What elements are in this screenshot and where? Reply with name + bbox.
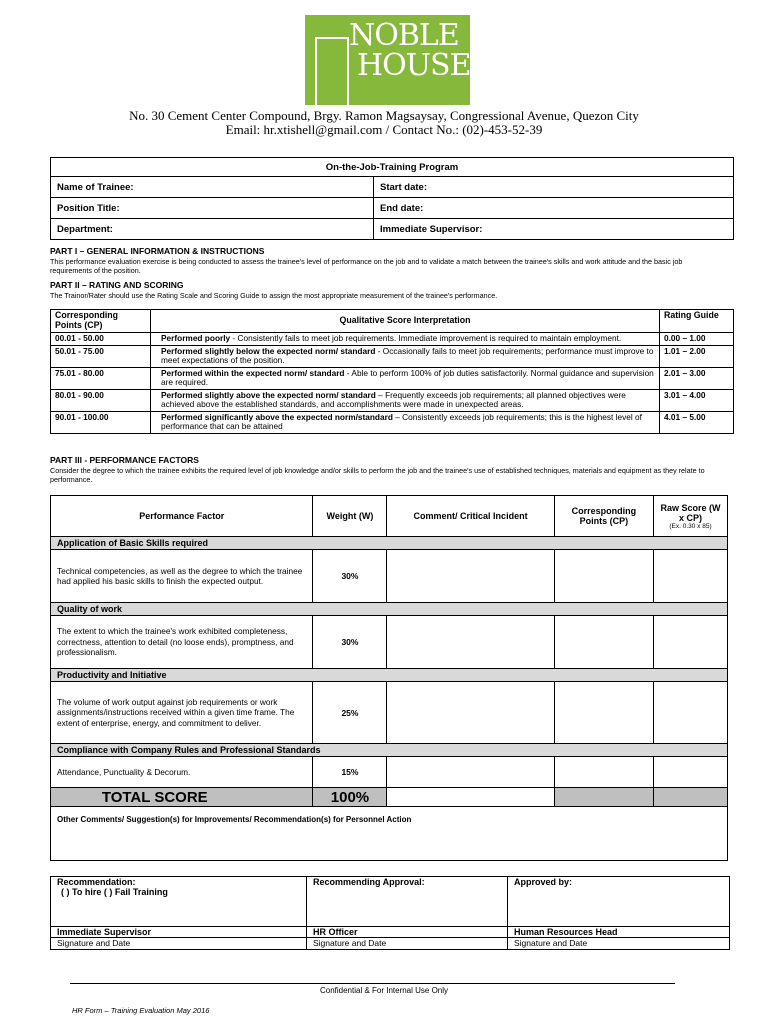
program-title: On-the-Job-Training Program (51, 158, 734, 177)
trainee-info-table (50, 157, 734, 240)
start-date-field[interactable]: Start date: (374, 177, 734, 198)
hr-head-label: Human Resources Head (508, 927, 730, 938)
rating-row (51, 389, 734, 411)
performance-factors-table (50, 495, 728, 861)
supervisor-signature-field[interactable]: Signature and Date (51, 938, 307, 950)
total-comment-cell (387, 788, 554, 807)
rating-guide: 3.01 – 4.00 (660, 389, 734, 411)
comment-cell[interactable] (387, 682, 554, 744)
total-raw-score-cell[interactable] (653, 788, 727, 807)
header-raw-score-note: (Ex. 0.30 x 85) (669, 522, 712, 530)
factor-weight: 15% (313, 757, 387, 788)
position-title-field[interactable]: Position Title: (51, 198, 374, 219)
recommendation-label: Recommendation: (57, 877, 136, 887)
factor-weight: 30% (313, 616, 387, 669)
rating-cp: 75.01 - 80.00 (51, 367, 151, 389)
end-date-field[interactable]: End date: (374, 198, 734, 219)
raw-score-cell[interactable] (653, 550, 727, 603)
header-weight: Weight (W) (313, 496, 387, 537)
rating-guide: 4.01 – 5.00 (660, 411, 734, 433)
part3-heading: PART III - PERFORMANCE FACTORS (50, 455, 199, 465)
raw-score-cell[interactable] (653, 682, 727, 744)
rating-row (51, 411, 734, 433)
approved-by-label: Approved by: (508, 877, 730, 927)
factor-description: Technical competencies, as well as the degree to which the trainee had applied his basic skills to finish the expected output. (51, 550, 313, 603)
total-weight: 100% (313, 788, 387, 807)
factor-category: Quality of work (51, 603, 728, 616)
part1-text: This performance evaluation exercise is being conducted to assess the trainee's level of performance on the job and to validate a match between the trainee's skills and work attitude and the basic job requirements of the position. (50, 257, 683, 275)
factor-description: The volume of work output against job requirements or work assignments/instructions received within a given time frame. The extent of enterprise, energy, and commitment to deliver. (51, 682, 313, 744)
rating-cp: 90.01 - 100.00 (51, 411, 151, 433)
rating-cp: 80.01 - 90.00 (51, 389, 151, 411)
part1-heading: PART I – GENERAL INFORMATION & INSTRUCTIONS (50, 246, 265, 256)
footer-divider (70, 983, 675, 984)
points-cell[interactable] (554, 757, 653, 788)
rating-scale-table (50, 309, 734, 434)
comment-cell[interactable] (387, 616, 554, 669)
company-address: No. 30 Cement Center Compound, Brgy. Ramon Magsaysay, Congressional Avenue, Quezon City (129, 108, 639, 123)
total-points-cell (554, 788, 653, 807)
rating-row (51, 333, 734, 346)
logo-text-line1: NOBLE (349, 18, 459, 53)
rating-header-guide: Rating Guide (660, 310, 734, 333)
other-comments-field[interactable]: Other Comments/ Suggestion(s) for Improvements/ Recommendation(s) for Personnel Action (51, 807, 728, 861)
confidential-note: Confidential & For Internal Use Only (319, 986, 449, 995)
factor-description: Attendance, Punctuality & Decorum. (51, 757, 313, 788)
rating-text: - Consistently fails to meet job requirements. Immediate improvement is required to maintain employment. (230, 333, 622, 343)
rating-header-cp: Corresponding Points (CP) (51, 310, 151, 333)
rating-row (51, 345, 734, 367)
rating-label: Performed slightly above the expected norm/ standard (161, 389, 376, 400)
immediate-supervisor-label: Immediate Supervisor (51, 927, 307, 938)
factor-description: The extent to which the trainee's work exhibited completeness, correctness, attention to detail (no loose ends), promptness, and professionalism. (51, 616, 313, 669)
company-logo (305, 15, 470, 105)
rating-label: Performed within the expected norm/ standard (161, 367, 345, 378)
rating-guide: 0.00 – 1.00 (660, 333, 734, 346)
rating-label: Performed poorly (161, 333, 231, 343)
trainee-name-field[interactable]: Name of Trainee: (51, 177, 374, 198)
factor-category: Application of Basic Skills required (51, 537, 728, 550)
approval-table (50, 876, 730, 950)
rating-row (51, 367, 734, 389)
rating-text: - Able to perform 100% of job duties satisfactorily. Normal guidance and supervision are required. (161, 367, 654, 387)
rating-cp: 50.01 - 75.00 (51, 345, 151, 367)
comment-cell[interactable] (387, 550, 554, 603)
rating-header-interpretation: Qualitative Score Interpretation (151, 310, 660, 333)
rating-text: - Occasionally fails to meet job requirements; performance must improve to meet expectations of the position. (161, 345, 654, 365)
part3-text: Consider the degree to which the trainee exhibits the required level of job knowledge and/or skills to perform the job and the trainee's use of established techniques, materials and equipment as they relate to performance. (50, 466, 705, 484)
rating-text: – Frequently exceeds job requirements; all planned objectives were achieved above the established standards, and accomplishments were made in unexpected areas. (161, 389, 626, 409)
rating-label: Performed significantly above the expected norm/standard (161, 411, 393, 422)
points-cell[interactable] (554, 616, 653, 669)
door-graphic (315, 37, 349, 107)
supervisor-field[interactable]: Immediate Supervisor: (374, 219, 734, 240)
part2-heading: PART II – RATING AND SCORING (50, 280, 184, 290)
total-score-label: TOTAL SCORE (51, 788, 313, 807)
factor-category: Compliance with Company Rules and Professional Standards (51, 744, 728, 757)
factor-category: Productivity and Initiative (51, 669, 728, 682)
comment-cell[interactable] (387, 757, 554, 788)
company-contact: Email: hr.xtishell@gmail.com / Contact No.: (02)-453-52-39 (225, 122, 543, 137)
factor-weight: 30% (313, 550, 387, 603)
rating-guide: 2.01 – 3.00 (660, 367, 734, 389)
header-raw-score: Raw Score (W x CP) (660, 502, 721, 523)
hr-officer-signature-field[interactable]: Signature and Date (307, 938, 508, 950)
rating-text: – Consistently exceeds job requirements; this is the highest level of performance that can be attained (161, 411, 642, 431)
raw-score-cell[interactable] (653, 616, 727, 669)
logo-text-line2: HOUSE (357, 48, 471, 83)
hr-head-signature-field[interactable]: Signature and Date (508, 938, 730, 950)
header-comment: Comment/ Critical Incident (387, 496, 554, 537)
rating-cp: 00.01 - 50.00 (51, 333, 151, 346)
rating-label: Performed slightly below the expected norm/ standard (161, 345, 376, 356)
part2-text: The Trainor/Rater should use the Rating Scale and Scoring Guide to assign the most appropriate measurement of the trainee's performance. (50, 291, 498, 300)
form-identifier: HR Form – Training Evaluation May 2016 (72, 1006, 210, 1015)
raw-score-cell[interactable] (653, 757, 727, 788)
points-cell[interactable] (554, 550, 653, 603)
rating-guide: 1.01 – 2.00 (660, 345, 734, 367)
recommending-approval-label: Recommending Approval: (307, 877, 508, 927)
header-corresponding-points: Corresponding Points (CP) (554, 496, 653, 537)
recommendation-options[interactable]: ( ) To hire ( ) Fail Training (61, 887, 168, 897)
hr-officer-label: HR Officer (307, 927, 508, 938)
department-field[interactable]: Department: (51, 219, 374, 240)
header-performance-factor: Performance Factor (51, 496, 313, 537)
points-cell[interactable] (554, 682, 653, 744)
factor-weight: 25% (313, 682, 387, 744)
